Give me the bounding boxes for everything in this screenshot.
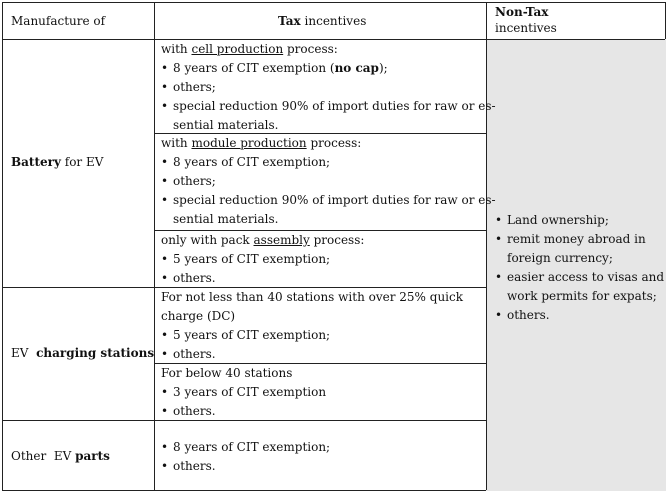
charging-a-intro-line1: For not less than 40 stations with over 25% quick bbox=[161, 290, 464, 304]
non-tax-bullet-2 bbox=[495, 230, 664, 268]
row-label-parts bbox=[11, 447, 110, 466]
parts-bullet-2: • others. bbox=[161, 457, 330, 476]
charging-a-intro-line2: charge (DC) bbox=[161, 308, 236, 323]
pack-intro bbox=[161, 231, 364, 250]
column-divider-1 bbox=[154, 3, 155, 490]
module-production-cell bbox=[161, 134, 496, 229]
cell-intro-underlined: cell production bbox=[191, 42, 284, 56]
cell-bullet-3 bbox=[161, 97, 496, 135]
charging-label-bold: charging stations bbox=[36, 346, 155, 360]
cell-b3-line1: • special reduction 90% of import duties for raw or es- bbox=[173, 98, 496, 113]
module-intro-pre: with bbox=[161, 136, 192, 150]
cell-b1-bold: no cap bbox=[334, 60, 379, 75]
header-col1-text: Manufacture of bbox=[11, 14, 106, 28]
module-bullet-2: • others; bbox=[161, 172, 496, 191]
charging-label-pre: EV bbox=[11, 346, 37, 360]
cell-b3-line2: sential materials. bbox=[173, 117, 279, 132]
header-tax-bold: Tax bbox=[278, 14, 301, 28]
non-tax-bullet-1: • Land ownership; bbox=[495, 211, 664, 230]
row-label-battery bbox=[11, 153, 103, 172]
pack-intro-post: process: bbox=[309, 233, 365, 247]
parts-label-bold: parts bbox=[75, 449, 110, 463]
cell-intro-post: process: bbox=[283, 42, 338, 56]
header-non-tax-line2: incentives bbox=[495, 21, 557, 35]
row-label-charging bbox=[11, 344, 154, 363]
module-intro-underlined: module production bbox=[191, 136, 307, 150]
cell-bullet-1 bbox=[161, 59, 496, 78]
charging-b-bullet-2: • others. bbox=[161, 402, 326, 421]
battery-label-bold: Battery bbox=[11, 155, 61, 169]
non-tax-cell bbox=[495, 211, 664, 324]
battery-label-rest: for EV bbox=[60, 155, 104, 169]
module-b3-line1: • special reduction 90% of import duties for raw or es- bbox=[173, 192, 496, 207]
charging-below-40-cell bbox=[161, 364, 326, 421]
non-tax-b2-line1: • remit money abroad in bbox=[507, 231, 646, 246]
cell-b1-pre: 8 years of CIT exemption ( bbox=[173, 60, 335, 75]
charging-b-intro: For below 40 stations bbox=[161, 366, 293, 380]
pack-bullet-1: • 5 years of CIT exemption; bbox=[161, 250, 364, 269]
charging-b-bullet-1: • 3 years of CIT exemption bbox=[161, 383, 326, 402]
module-intro-post: process: bbox=[306, 136, 362, 150]
module-bullet-1: • 8 years of CIT exemption; bbox=[161, 153, 496, 172]
non-tax-bullet-3 bbox=[495, 268, 664, 306]
charging-a-bullet-1: • 5 years of CIT exemption; bbox=[161, 326, 463, 345]
module-b3-line2: sential materials. bbox=[173, 211, 279, 226]
parts-label-pre: Other EV bbox=[11, 449, 76, 463]
cell-intro bbox=[161, 40, 496, 59]
header-non-tax-bold: Non-Tax bbox=[495, 5, 549, 19]
header-tax-rest: incentives bbox=[300, 14, 367, 28]
header-tax-incentives bbox=[278, 12, 366, 31]
module-intro bbox=[161, 134, 496, 153]
non-tax-b3-line1: • easier access to visas and bbox=[507, 269, 665, 284]
cell-bullet-2: • others; bbox=[161, 78, 496, 97]
charging-a-bullet-2: • others. bbox=[161, 345, 463, 364]
non-tax-bullet-4: • others. bbox=[495, 306, 664, 325]
non-tax-b2-line2: foreign currency; bbox=[507, 250, 613, 265]
header-manufacture-of bbox=[11, 12, 105, 31]
pack-assembly-cell bbox=[161, 231, 364, 288]
non-tax-b3-line2: work permits for expats; bbox=[507, 288, 657, 303]
charging-over-40-cell bbox=[161, 288, 463, 364]
cell-b1-post: ); bbox=[378, 60, 388, 75]
other-parts-cell bbox=[161, 438, 330, 476]
pack-intro-underlined: assembly bbox=[253, 233, 310, 247]
module-bullet-3 bbox=[161, 191, 496, 229]
cell-production-cell bbox=[161, 40, 496, 135]
header-non-tax bbox=[495, 4, 557, 36]
cell-intro-pre: with bbox=[161, 42, 192, 56]
parts-bullet-1: • 8 years of CIT exemption; bbox=[161, 438, 330, 457]
pack-bullet-2: • others. bbox=[161, 269, 364, 288]
pack-intro-pre: only with pack bbox=[161, 233, 254, 247]
incentives-table bbox=[2, 2, 666, 491]
